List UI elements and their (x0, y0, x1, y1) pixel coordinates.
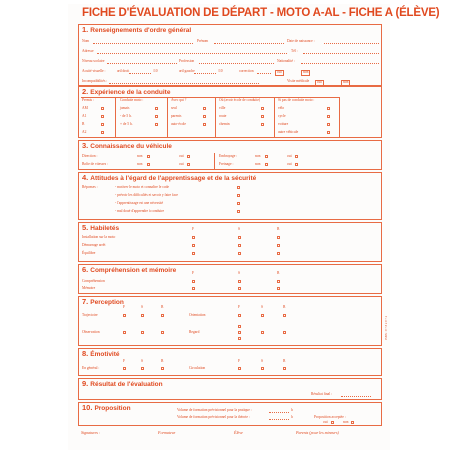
tel-label: Tél : (291, 49, 298, 53)
orientation-b-checkbox[interactable] (283, 314, 286, 317)
section-8-heading (82, 349, 120, 358)
acceptee-non-label: non (343, 420, 349, 424)
perception-item: Observation (82, 330, 100, 334)
grade-f-header: F (123, 305, 125, 309)
boite-non-label: non (137, 162, 143, 166)
embrayage-oui-label: oui (287, 154, 292, 158)
observation-b-checkbox[interactable] (161, 331, 164, 334)
comprehension-item: Compréhension (82, 279, 105, 283)
correction-non[interactable]: non (303, 70, 309, 74)
skill-item: Équilibre (82, 251, 96, 255)
section-6-heading (82, 265, 176, 274)
conduite-checkbox[interactable] (155, 107, 158, 110)
section-8-number: 8. (82, 349, 89, 358)
grade-s-header: S (141, 359, 143, 363)
section-8-title: Émotivité (90, 351, 120, 358)
incompat-field[interactable] (109, 83, 259, 84)
comprehension-b-checkbox[interactable] (277, 280, 280, 283)
section-2-heading (82, 87, 170, 96)
section-attitudes (78, 172, 382, 220)
grade-b-header: B (283, 359, 286, 363)
grade-f-header: F (192, 271, 194, 275)
deja-option: vélo (278, 106, 285, 110)
permis-option: A1 (82, 114, 87, 118)
theorie-field[interactable] (269, 419, 289, 420)
permis-option: A2 (82, 130, 87, 134)
permis-checkbox[interactable] (101, 123, 104, 126)
general-b-checkbox[interactable] (161, 367, 164, 370)
direction-oui-label: oui (179, 154, 184, 158)
ou-checkbox[interactable] (261, 123, 264, 126)
skill-s-checkbox[interactable] (238, 252, 241, 255)
signatures-label: Signatures : (81, 430, 101, 435)
trajectoire-s-checkbox[interactable] (141, 314, 144, 317)
section-result (78, 378, 382, 400)
side-reference: ISBN : 9 7 8 2 9 7 2 (384, 315, 388, 340)
grade-b-header: B (277, 227, 280, 231)
comprehension-s-checkbox[interactable] (238, 280, 241, 283)
emotivity-general-label: En général : (82, 366, 100, 370)
reponses-label: Réponses : (82, 185, 98, 189)
attitude-checkbox[interactable] (237, 210, 240, 213)
observation-s-checkbox[interactable] (141, 331, 144, 334)
trajectoire-b-checkbox[interactable] (161, 314, 164, 317)
section-9-title: Résultat de l'évaluation (90, 381, 163, 388)
grade-b-header: B (277, 271, 280, 275)
section-6-title: Compréhension et mémoire (90, 267, 177, 274)
section-9-number: 9. (82, 379, 89, 388)
parents-signature-label: Parents (pour les mineurs) (296, 430, 339, 435)
conduite-checkbox[interactable] (155, 115, 158, 118)
conduite-checkbox[interactable] (155, 123, 158, 126)
circulation-b-checkbox[interactable] (283, 367, 286, 370)
direction-label: Direction : (82, 154, 98, 158)
skill-s-checkbox[interactable] (238, 244, 241, 247)
boite-oui-label: oui (179, 162, 184, 166)
grade-f-header: F (238, 305, 240, 309)
grade-s-header: S (261, 359, 263, 363)
general-s-checkbox[interactable] (141, 367, 144, 370)
conduite-option: - de 5 h. (120, 114, 132, 118)
skill-b-checkbox[interactable] (277, 252, 280, 255)
section-7-heading (82, 297, 124, 306)
oeil-droit-label: œil droit (117, 69, 130, 73)
section-3-heading (82, 141, 172, 150)
exp-col-rule (115, 97, 116, 137)
deja-option: cycle (278, 114, 286, 118)
exp-col-rule (274, 97, 275, 137)
grade-f-header: F (192, 227, 194, 231)
regard-f-checkbox[interactable] (238, 331, 241, 334)
section-3-number: 3. (82, 141, 89, 150)
permis-checkbox[interactable] (101, 107, 104, 110)
avec-option: seul (171, 106, 177, 110)
correction-oui[interactable]: oui (277, 70, 282, 74)
section-7-number: 7. (82, 297, 89, 306)
avec-checkbox[interactable] (203, 115, 206, 118)
conduite-header: Conduite moto : (120, 98, 144, 102)
regard-f-checkbox[interactable] (238, 325, 241, 328)
oeil-droit-unit: /10 (153, 69, 158, 73)
embrayage-label: Embrayage : (219, 154, 238, 158)
niveau-label: Niveau scolaire (82, 59, 105, 63)
grade-f-header: F (123, 359, 125, 363)
section-general-info (78, 24, 382, 86)
prenom-label: Prénom (197, 39, 209, 43)
freinage-oui-checkbox[interactable] (295, 163, 298, 166)
section-2-title: Expérience de la conduite (90, 89, 171, 96)
avec-checkbox[interactable] (203, 107, 206, 110)
permis-option: B (82, 122, 85, 126)
nationalite-label: Nationalité : (277, 59, 295, 63)
section-driving-experience (78, 86, 382, 138)
theorie-unit: h (291, 415, 293, 419)
permis-checkbox[interactable] (101, 115, 104, 118)
profession-label: Profession (179, 59, 195, 63)
trajectoire-f-checkbox[interactable] (123, 314, 126, 317)
circulation-f-checkbox[interactable] (238, 367, 241, 370)
permis-option: AM (82, 106, 88, 110)
emotivity-circulation-label: Circulation (189, 366, 206, 370)
exp-col-rule (339, 97, 340, 137)
grade-f-header: F (238, 359, 240, 363)
boite-label: Boîte de vitesses : (82, 162, 109, 166)
deja-checkbox[interactable] (327, 131, 330, 134)
section-1-title: Renseignements d'ordre général (90, 27, 192, 34)
comprehension-f-checkbox[interactable] (192, 280, 195, 283)
attitude-checkbox[interactable] (237, 202, 240, 205)
conduite-option: jamais (120, 106, 130, 110)
ou-option: chemin (219, 122, 230, 126)
grade-b-header: B (161, 305, 164, 309)
ou-option: ville (219, 106, 226, 110)
embrayage-non-checkbox[interactable] (265, 155, 268, 158)
adresse-label: Adresse (82, 49, 94, 53)
correction-label: correction (239, 69, 254, 73)
section-1-heading (82, 25, 191, 34)
grade-b-header: B (283, 305, 286, 309)
skill-item: Démarrage arrêt (82, 243, 106, 247)
section-emotivity (78, 348, 382, 376)
freinage-non-label: non (255, 162, 261, 166)
section-6-number: 6. (82, 265, 89, 274)
oeil-gauche-field[interactable] (194, 73, 216, 74)
skill-b-checkbox[interactable] (277, 236, 280, 239)
ou-header: Où (avoir école de conduite) (219, 98, 261, 102)
acceptee-oui-checkbox[interactable] (331, 421, 334, 424)
skill-s-checkbox[interactable] (238, 236, 241, 239)
prenom-field[interactable] (214, 43, 284, 44)
section-4-number: 4. (82, 173, 89, 182)
section-7-title: Perception (90, 299, 124, 306)
section-perception (78, 296, 382, 346)
deja-checkbox[interactable] (327, 107, 330, 110)
regard-s-checkbox[interactable] (261, 331, 264, 334)
attitude-checkbox[interactable] (237, 186, 240, 189)
avec-header: Avec qui ? (171, 98, 187, 102)
avec-checkbox[interactable] (203, 123, 206, 126)
embrayage-non-label: non (255, 154, 261, 158)
circulation-s-checkbox[interactable] (261, 367, 264, 370)
nom-label: Nom (82, 39, 90, 43)
acceptee-non-checkbox[interactable] (351, 421, 354, 424)
deja-header: Si pas de conduite moto : (278, 98, 315, 102)
observation-f-checkbox[interactable] (123, 331, 126, 334)
attitude-item: - prévoir les difficultés et savoir y faire face (115, 193, 178, 197)
pratique-field[interactable] (269, 412, 289, 413)
ou-option: route (219, 114, 227, 118)
section-2-number: 2. (82, 87, 89, 96)
orientation-f-checkbox[interactable] (238, 314, 241, 317)
freinage-oui-label: oui (287, 162, 292, 166)
knowledge-divider (214, 153, 215, 169)
pratique-label: Volume de formation prévisionnel pour la pratique : (177, 408, 252, 412)
acuite-label: Acuité visuelle : (82, 69, 106, 73)
section-4-heading (82, 173, 256, 182)
nationalite-field[interactable] (301, 63, 379, 64)
grade-s-header: S (261, 305, 263, 309)
visite-label: Visite médicale (287, 79, 310, 83)
visite-oui[interactable]: oui (317, 80, 322, 84)
section-vehicle-knowledge (78, 140, 382, 170)
grade-s-header: S (238, 271, 240, 275)
deja-option: autre véhicule (278, 130, 299, 134)
deja-checkbox[interactable] (327, 123, 330, 126)
naissance-field[interactable] (324, 43, 379, 44)
avec-option: auto-école (171, 122, 186, 126)
direction-non-checkbox[interactable] (147, 155, 150, 158)
section-9-heading (82, 379, 163, 388)
grade-b-header: B (161, 359, 164, 363)
embrayage-oui-checkbox[interactable] (295, 155, 298, 158)
visite-non[interactable]: non (343, 80, 349, 84)
section-3-title: Connaissance du véhicule (90, 143, 172, 150)
exp-col-rule (167, 97, 168, 137)
niveau-field[interactable] (107, 63, 177, 64)
acceptee-oui-label: oui (323, 420, 328, 424)
section-5-number: 5. (82, 223, 89, 232)
exp-col-rule (215, 97, 216, 137)
naissance-label: Date de naissance : (287, 39, 315, 43)
skill-f-checkbox[interactable] (192, 236, 195, 239)
section-5-heading (82, 223, 119, 232)
section-4-title: Attitudes à l'égard de l'apprentissage et de la sécurité (90, 175, 257, 182)
tel-field[interactable] (303, 53, 379, 54)
profession-field[interactable] (199, 63, 274, 64)
resultat-label: Résultat final : (311, 392, 333, 396)
avec-option: parents (171, 114, 182, 118)
regard-f-checkbox[interactable] (238, 337, 241, 340)
section-proposal (78, 402, 382, 426)
perception-item: Trajectoire (82, 313, 98, 317)
memoire-s-checkbox[interactable] (238, 287, 241, 290)
correction-field[interactable] (257, 73, 271, 74)
perception-item: Regard (189, 330, 200, 334)
section-1-number: 1. (82, 25, 89, 34)
perception-item: Orientation (189, 313, 206, 317)
section-comprehension (78, 264, 382, 294)
pratique-unit: h (291, 408, 293, 412)
section-5-title: Habiletés (90, 225, 120, 232)
section-10-heading (82, 403, 131, 412)
permis-checkbox[interactable] (101, 131, 104, 134)
memoire-f-checkbox[interactable] (192, 287, 195, 290)
direction-non-label: non (137, 154, 143, 158)
theorie-label: Volume de formation prévisionnel pour la théorie : (177, 415, 250, 419)
section-10-title: Proposition (94, 405, 131, 412)
attitude-checkbox[interactable] (237, 194, 240, 197)
permis-header: Permis : (82, 98, 94, 102)
eleve-signature-label: Élève (234, 430, 243, 435)
section-10-number: 10. (82, 403, 93, 412)
freinage-label: Freinage : (219, 162, 234, 166)
skill-f-checkbox[interactable] (192, 244, 195, 247)
boite-oui-checkbox[interactable] (187, 163, 190, 166)
direction-oui-checkbox[interactable] (187, 155, 190, 158)
memoire-b-checkbox[interactable] (277, 287, 280, 290)
skill-b-checkbox[interactable] (277, 244, 280, 247)
grade-s-header: S (238, 227, 240, 231)
adresse-field[interactable] (97, 53, 287, 54)
regard-b-checkbox[interactable] (283, 331, 286, 334)
attitude-item: - l'apprentissage est une nécessité (115, 201, 164, 205)
orientation-s-checkbox[interactable] (261, 314, 264, 317)
acceptee-label: Proposition acceptée : (314, 415, 346, 419)
resultat-field[interactable] (341, 396, 371, 397)
freinage-non-checkbox[interactable] (265, 163, 268, 166)
formateur-signature-label: Formateur (158, 430, 176, 435)
attitude-item: - motiver le moto et connaître le code (115, 185, 169, 189)
attitude-item: - mal doué d'apprendre à conduire (115, 209, 165, 213)
conduite-option: + de 5 h. (120, 122, 133, 126)
form-title: FICHE D'ÉVALUATION DE DÉPART - MOTO A-AL - FICHE A (ÉLÈVE) (82, 7, 440, 19)
deja-checkbox[interactable] (327, 115, 330, 118)
general-f-checkbox[interactable] (123, 367, 126, 370)
oeil-gauche-label: œil gauche (179, 69, 195, 73)
ou-checkbox[interactable] (261, 107, 264, 110)
oeil-droit-field[interactable] (129, 73, 151, 74)
grade-s-header: S (141, 305, 143, 309)
incompat-label: Incompatibilités : (82, 79, 108, 83)
deja-option: voiture (278, 122, 289, 126)
skill-item: Installation sur la moto (82, 235, 116, 239)
ou-checkbox[interactable] (261, 115, 264, 118)
skill-f-checkbox[interactable] (192, 252, 195, 255)
oeil-gauche-unit: /10 (218, 69, 223, 73)
boite-non-checkbox[interactable] (147, 163, 150, 166)
section-skills (78, 222, 382, 262)
nom-field[interactable] (93, 43, 193, 44)
comprehension-item: Mémoire (82, 286, 96, 290)
